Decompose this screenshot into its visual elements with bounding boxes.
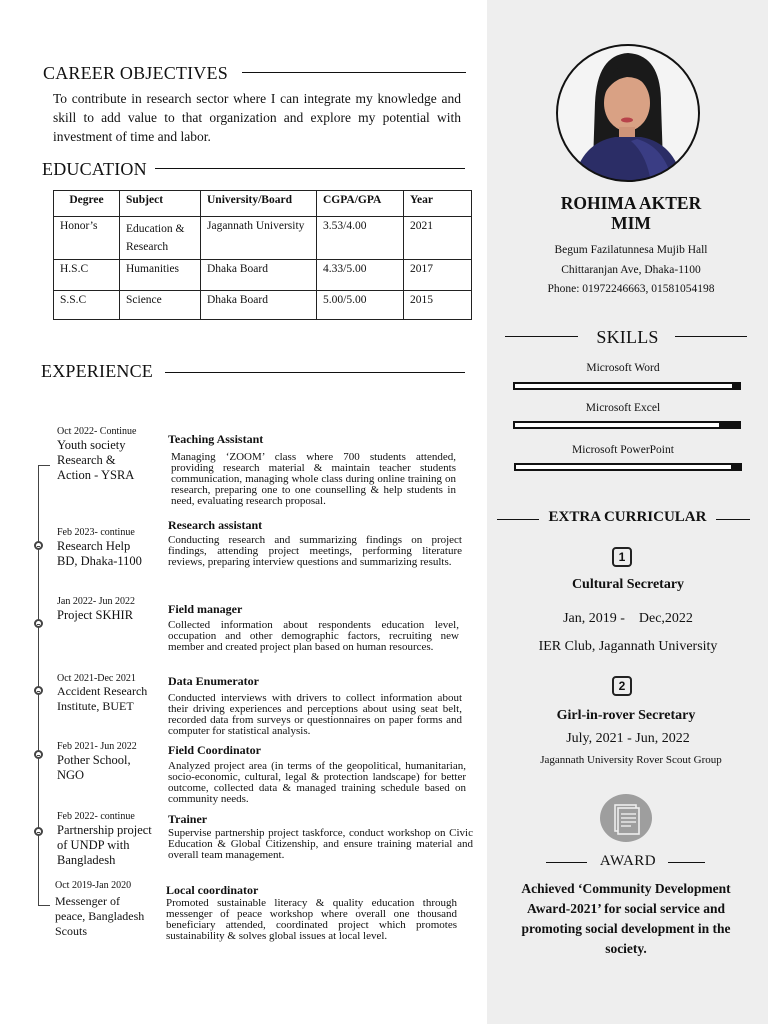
experience-org: Partnership project of UNDP with Bangladesh — [57, 823, 152, 867]
experience-role: Field manager — [168, 602, 243, 616]
table-header: Year — [404, 191, 472, 217]
experience-org: Pother School, NGO — [57, 753, 131, 782]
extra-curricular-title: EXTRA CURRICULAR — [548, 509, 707, 525]
extra-role: Cultural Secretary — [571, 577, 685, 592]
experience-date: Oct 2022- Continue — [57, 426, 137, 437]
experience-description: Analyzed project area (in terms of the geopolitical, humanitarian, socio-economic, cultural, legal & protection landscape) for better outcome, collected data & managed training schedule based on community needs. — [168, 760, 466, 805]
extra-org: Jagannath University Rover Scout Group — [540, 754, 722, 766]
divider — [716, 519, 750, 520]
table-cell: 4.33/5.00 — [317, 260, 404, 291]
phone-number: Phone: 01972246663, 01581054198 — [547, 283, 715, 295]
table-cell: 2017 — [404, 260, 472, 291]
career-objectives-title: CAREER OBJECTIVES — [43, 63, 228, 83]
certificate-icon — [599, 793, 653, 843]
skills-title: SKILLS — [596, 327, 659, 347]
table-header: University/Board — [201, 191, 317, 217]
table-cell: Dhaka Board — [201, 260, 317, 291]
table-row — [54, 291, 472, 320]
timeline-dot — [34, 619, 43, 628]
award-text: Achieved ‘Community Development Award-2021’ for social service and promoting social development in the society. — [521, 881, 731, 956]
experience-date: Jan 2022- Jun 2022 — [57, 596, 136, 607]
timeline-dot — [34, 827, 43, 836]
extra-date: Jan, 2019 - Dec,2022 — [563, 611, 693, 626]
skill-bar-marker — [731, 465, 740, 469]
number-two-icon: 2 — [612, 676, 632, 696]
table-cell: 2021 — [404, 217, 472, 260]
table-cell: Dhaka Board — [201, 291, 317, 320]
table-header: Degree — [54, 191, 120, 217]
table-cell: Education & Research — [120, 217, 201, 260]
table-cell: 5.00/5.00 — [317, 291, 404, 320]
timeline-dot — [34, 750, 43, 759]
table-row — [54, 217, 472, 260]
extra-role: Girl-in-rover Secretary — [556, 708, 696, 723]
skill-name: Microsoft Excel — [585, 402, 661, 414]
table-cell: 2015 — [404, 291, 472, 320]
table-row — [54, 260, 472, 291]
table-header-row — [54, 191, 472, 217]
experience-org: Project SKHIR — [57, 608, 134, 622]
contact-info — [520, 241, 742, 300]
education-title: EDUCATION — [42, 159, 147, 179]
experience-date: Feb 2023- continue — [57, 527, 135, 538]
skill-bar-marker — [719, 423, 739, 427]
experience-role: Field Coordinator — [168, 743, 261, 757]
divider — [505, 336, 578, 337]
experience-description: Collected information about respondents education level, occupation and other demographic factors, recruiting new member and created project plan based on human resources. — [168, 619, 459, 653]
experience-date: Oct 2019-Jan 2020 — [55, 880, 132, 891]
skill-bar-excel — [513, 421, 741, 429]
table-cell: H.S.C — [54, 260, 120, 291]
divider — [675, 336, 747, 337]
table-cell: S.S.C — [54, 291, 120, 320]
timeline-dot — [34, 686, 43, 695]
experience-role: Research assistant — [168, 518, 263, 532]
number-one-icon: 1 — [612, 547, 632, 567]
experience-org: Youth society Research & Action - YSRA — [57, 438, 135, 482]
name-line: MIM — [611, 213, 651, 233]
experience-org: Messenger of peace, Bangladesh Scouts — [55, 894, 145, 938]
skill-bar-word — [513, 382, 741, 390]
experience-description: Promoted sustainable literacy & quality education through messenger of peace workshop where overall one thousand beneficiary attended, coordinated project which promotes sustainability & solves global issues at local level. — [166, 897, 457, 942]
experience-date: Feb 2022- continue — [57, 811, 135, 822]
timeline-line — [38, 465, 39, 905]
experience-role: Trainer — [168, 812, 208, 826]
award-title: AWARD — [599, 853, 657, 869]
experience-org: Accident Research Institute, BUET — [57, 684, 148, 713]
experience-description: Supervise partnership project taskforce, conduct workshop on Civic Education & Global Citizenship, and ensure training material and overall team management. — [168, 827, 473, 861]
extra-date: July, 2021 - Jun, 2022 — [566, 731, 690, 746]
divider — [497, 519, 539, 520]
divider — [165, 372, 465, 373]
experience-role: Local coordinator — [166, 883, 259, 897]
experience-title: EXPERIENCE — [41, 361, 153, 381]
skill-bar-marker — [732, 384, 739, 388]
divider — [668, 862, 705, 863]
experience-description: Conducted interviews with drivers to collect information about their driving experiences and perceptions about using seat belt, recorded data from surveys or questionnaires on paper forms and computer for statistical analysis. — [168, 692, 462, 737]
timeline-tick — [38, 465, 50, 466]
timeline-tick — [38, 905, 50, 906]
experience-date: Oct 2021-Dec 2021 — [57, 673, 136, 684]
address-line: Begum Fazilatunnesa Mujib Hall — [554, 244, 708, 256]
table-cell: Honor’s — [54, 217, 120, 260]
profile-photo — [555, 43, 701, 183]
profile-name — [540, 193, 722, 233]
name-line: ROHIMA AKTER — [560, 193, 702, 213]
skill-name: Microsoft PowerPoint — [572, 444, 674, 456]
experience-date: Feb 2021- Jun 2022 — [57, 741, 137, 752]
education-table — [53, 190, 472, 320]
table-header: CGPA/GPA — [317, 191, 404, 217]
skill-bar-powerpoint — [514, 463, 742, 471]
table-cell: Jagannath University — [201, 217, 317, 260]
experience-description: Managing ‘ZOOM’ class where 700 students attended, providing research material & maintain teacher students communication, managing whole class during online training on research, preparing one to one counselling & help students in need, evaluating research proposal. — [171, 451, 456, 507]
extra-org: IER Club, Jagannath University — [538, 639, 718, 654]
skill-name: Microsoft Word — [586, 362, 660, 374]
table-cell: Humanities — [120, 260, 201, 291]
timeline-dot — [34, 541, 43, 550]
divider — [155, 168, 465, 169]
experience-role: Teaching Assistant — [168, 432, 264, 446]
table-cell: Science — [120, 291, 201, 320]
table-header: Subject — [120, 191, 201, 217]
experience-role: Data Enumerator — [168, 674, 259, 688]
address-line: Chittaranjan Ave, Dhaka-1100 — [561, 263, 701, 276]
divider — [242, 72, 466, 73]
divider — [546, 862, 587, 863]
career-objectives-text: To contribute in research sector where I can integrate my knowledge and skill to add value to that organization and explore my potential with investment of time and labor. — [53, 91, 461, 144]
table-cell: 3.53/4.00 — [317, 217, 404, 260]
experience-description: Conducting research and summarizing findings on project findings, attending project meetings, performing literature reviews, preparing interview questions and summarizing results. — [168, 534, 462, 568]
experience-org: Research Help BD, Dhaka-1100 — [57, 539, 142, 568]
